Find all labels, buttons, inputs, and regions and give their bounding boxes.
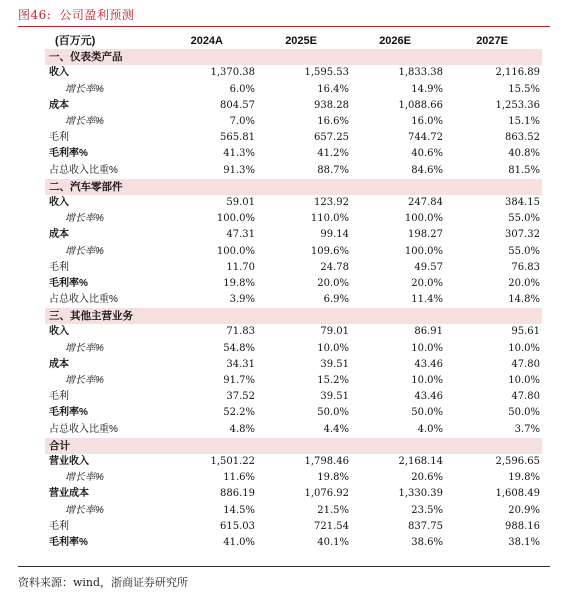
row-label: 增长率% <box>65 213 104 225</box>
value-cell: 21.5% <box>317 504 349 516</box>
row-label: 成本 <box>49 358 69 370</box>
source-divider <box>18 566 550 567</box>
value-cell: 20.6% <box>411 472 443 484</box>
value-cell: 938.28 <box>314 99 349 111</box>
row-label: 增长率% <box>65 375 104 387</box>
value-cell: 1,253.36 <box>495 99 540 111</box>
table-row <box>45 130 542 146</box>
source-note: 资料来源：wind，浙商证券研究所 <box>18 576 189 589</box>
row-label: 毛利率% <box>49 148 88 160</box>
table-row <box>45 211 542 227</box>
table-row <box>45 292 542 308</box>
value-cell: 837.75 <box>408 520 443 532</box>
value-cell: 3.9% <box>229 294 255 306</box>
table-row <box>45 324 542 340</box>
value-cell: 16.6% <box>317 116 349 128</box>
value-cell: 43.46 <box>414 391 443 403</box>
value-cell: 50.0% <box>317 407 349 419</box>
value-cell: 565.81 <box>220 132 255 144</box>
value-cell: 40.8% <box>508 148 540 160</box>
value-cell: 657.25 <box>314 132 349 144</box>
figure-title: 公司盈利预测 <box>59 8 135 22</box>
unit-label: (百万元) <box>55 35 96 48</box>
value-cell: 20.0% <box>317 277 349 289</box>
value-cell: 384.15 <box>505 196 540 208</box>
value-cell: 88.7% <box>317 164 349 176</box>
value-cell: 10.0% <box>508 375 540 387</box>
value-cell: 1,595.53 <box>304 67 349 79</box>
row-label: 营业成本 <box>49 488 89 500</box>
value-cell: 10.0% <box>411 375 443 387</box>
table-row <box>45 276 542 292</box>
row-label: 收入 <box>49 196 69 208</box>
value-cell: 14.9% <box>411 83 443 95</box>
value-cell: 2,596.65 <box>495 455 540 467</box>
value-cell: 50.0% <box>508 407 540 419</box>
value-cell: 10.0% <box>508 342 540 354</box>
row-label: 毛利 <box>49 261 69 273</box>
value-cell: 2,168.14 <box>398 455 443 467</box>
table-row <box>45 422 542 438</box>
value-cell: 1,798.46 <box>304 455 349 467</box>
row-label: 毛利率% <box>49 536 88 548</box>
year-header: 2026E <box>379 35 411 48</box>
value-cell: 40.1% <box>317 536 349 548</box>
section-header-row <box>45 308 542 324</box>
value-cell: 1,330.39 <box>398 488 443 500</box>
row-label: 占总收入比重% <box>49 423 118 435</box>
value-cell: 41.2% <box>317 148 349 160</box>
row-label: 增长率% <box>65 116 104 128</box>
value-cell: 6.9% <box>323 294 349 306</box>
value-cell: 99.14 <box>320 229 349 241</box>
header-row <box>45 33 542 49</box>
value-cell: 20.9% <box>508 504 540 516</box>
row-label: 占总收入比重% <box>49 164 118 176</box>
row-label: 毛利 <box>49 391 69 403</box>
value-cell: 41.3% <box>223 148 255 160</box>
row-label: 收入 <box>49 67 69 79</box>
value-cell: 615.03 <box>220 520 255 532</box>
figure-caption <box>18 6 134 23</box>
value-cell: 39.51 <box>320 391 349 403</box>
year-header: 2024A <box>190 35 223 48</box>
value-cell: 19.8% <box>508 472 540 484</box>
table-row <box>45 114 542 130</box>
row-label: 增长率% <box>65 472 104 484</box>
row-label: 毛利 <box>49 520 69 532</box>
value-cell: 19.8% <box>223 277 255 289</box>
value-cell: 47.31 <box>226 229 255 241</box>
row-label: 毛利率% <box>49 407 88 419</box>
value-cell: 1,608.49 <box>495 488 540 500</box>
caption-divider <box>18 26 550 27</box>
value-cell: 50.0% <box>411 407 443 419</box>
table-row <box>45 227 542 243</box>
value-cell: 11.6% <box>223 472 255 484</box>
row-label: 增长率% <box>65 504 104 516</box>
row-label: 毛利率% <box>49 277 88 289</box>
table-row <box>45 260 542 276</box>
value-cell: 79.01 <box>320 326 349 338</box>
value-cell: 11.4% <box>411 294 443 306</box>
value-cell: 15.1% <box>508 116 540 128</box>
value-cell: 20.0% <box>411 277 443 289</box>
value-cell: 16.4% <box>317 83 349 95</box>
value-cell: 43.46 <box>414 358 443 370</box>
value-cell: 14.8% <box>508 294 540 306</box>
value-cell: 71.83 <box>226 326 255 338</box>
table-row <box>45 357 542 373</box>
value-cell: 24.78 <box>320 261 349 273</box>
value-cell: 59.01 <box>226 196 255 208</box>
table-row <box>45 98 542 114</box>
value-cell: 15.5% <box>508 83 540 95</box>
value-cell: 54.8% <box>223 342 255 354</box>
value-cell: 6.0% <box>229 83 255 95</box>
value-cell: 20.0% <box>508 277 540 289</box>
value-cell: 19.8% <box>317 472 349 484</box>
table-row <box>45 82 542 98</box>
value-cell: 100.0% <box>216 213 255 225</box>
row-label: 增长率% <box>65 83 104 95</box>
value-cell: 3.7% <box>514 423 540 435</box>
value-cell: 100.0% <box>404 245 443 257</box>
value-cell: 15.2% <box>317 375 349 387</box>
value-cell: 40.6% <box>411 148 443 160</box>
value-cell: 81.5% <box>508 164 540 176</box>
year-header: 2027E <box>476 35 508 48</box>
value-cell: 4.4% <box>323 423 349 435</box>
value-cell: 76.83 <box>511 261 540 273</box>
value-cell: 23.5% <box>411 504 443 516</box>
value-cell: 1,370.38 <box>210 67 255 79</box>
value-cell: 4.8% <box>229 423 255 435</box>
value-cell: 988.16 <box>505 520 540 532</box>
value-cell: 38.6% <box>411 536 443 548</box>
value-cell: 109.6% <box>310 245 349 257</box>
value-cell: 55.0% <box>508 213 540 225</box>
table-row <box>45 341 542 357</box>
table-row <box>45 389 542 405</box>
value-cell: 37.52 <box>226 391 255 403</box>
value-cell: 1,833.38 <box>398 67 443 79</box>
row-label: 占总收入比重% <box>49 294 118 306</box>
value-cell: 55.0% <box>508 245 540 257</box>
section-header-row <box>45 49 542 65</box>
value-cell: 34.31 <box>226 358 255 370</box>
section-title: 一、仪表类产品 <box>45 49 542 65</box>
earnings-forecast-table <box>45 33 542 551</box>
value-cell: 84.6% <box>411 164 443 176</box>
value-cell: 47.80 <box>511 358 540 370</box>
table-row <box>45 146 542 162</box>
table-row <box>45 486 542 502</box>
value-cell: 10.0% <box>411 342 443 354</box>
value-cell: 14.5% <box>223 504 255 516</box>
table-row <box>45 65 542 81</box>
section-title: 三、其他主营业务 <box>45 308 542 324</box>
value-cell: 91.3% <box>223 164 255 176</box>
value-cell: 39.51 <box>320 358 349 370</box>
value-cell: 863.52 <box>505 132 540 144</box>
row-label: 成本 <box>49 229 69 241</box>
value-cell: 307.32 <box>505 229 540 241</box>
year-header: 2025E <box>285 35 317 48</box>
row-label: 增长率% <box>65 245 104 257</box>
table-row <box>45 454 542 470</box>
value-cell: 11.70 <box>226 261 255 273</box>
value-cell: 1,088.66 <box>398 99 443 111</box>
value-cell: 41.0% <box>223 536 255 548</box>
section-header-row <box>45 438 542 454</box>
value-cell: 4.0% <box>417 423 443 435</box>
value-cell: 7.0% <box>229 116 255 128</box>
row-label: 毛利 <box>49 132 69 144</box>
table-row <box>45 163 542 179</box>
table-row <box>45 373 542 389</box>
row-label: 收入 <box>49 326 69 338</box>
section-title: 合计 <box>45 438 542 454</box>
table-row <box>45 195 542 211</box>
value-cell: 38.1% <box>508 536 540 548</box>
value-cell: 110.0% <box>310 213 349 225</box>
value-cell: 16.0% <box>411 116 443 128</box>
value-cell: 10.0% <box>317 342 349 354</box>
value-cell: 95.61 <box>511 326 540 338</box>
table-row <box>45 502 542 518</box>
row-label: 增长率% <box>65 342 104 354</box>
table-row <box>45 405 542 421</box>
value-cell: 47.80 <box>511 391 540 403</box>
value-cell: 721.54 <box>314 520 349 532</box>
figure-number: 图46: <box>18 8 52 22</box>
value-cell: 744.72 <box>408 132 443 144</box>
value-cell: 100.0% <box>404 213 443 225</box>
section-header-row <box>45 179 542 195</box>
value-cell: 52.2% <box>223 407 255 419</box>
value-cell: 247.84 <box>408 196 443 208</box>
value-cell: 49.57 <box>414 261 443 273</box>
row-label: 营业收入 <box>49 455 89 467</box>
table-row <box>45 535 542 551</box>
section-title: 二、汽车零部件 <box>45 179 542 195</box>
value-cell: 123.92 <box>314 196 349 208</box>
value-cell: 2,116.89 <box>495 67 540 79</box>
value-cell: 86.91 <box>414 326 443 338</box>
value-cell: 1,501.22 <box>210 455 255 467</box>
value-cell: 1,076.92 <box>304 488 349 500</box>
value-cell: 100.0% <box>216 245 255 257</box>
table-row <box>45 519 542 535</box>
value-cell: 198.27 <box>408 229 443 241</box>
value-cell: 804.57 <box>220 99 255 111</box>
table-row <box>45 243 542 259</box>
table-row <box>45 470 542 486</box>
value-cell: 886.19 <box>220 488 255 500</box>
row-label: 成本 <box>49 99 69 111</box>
value-cell: 91.7% <box>223 375 255 387</box>
